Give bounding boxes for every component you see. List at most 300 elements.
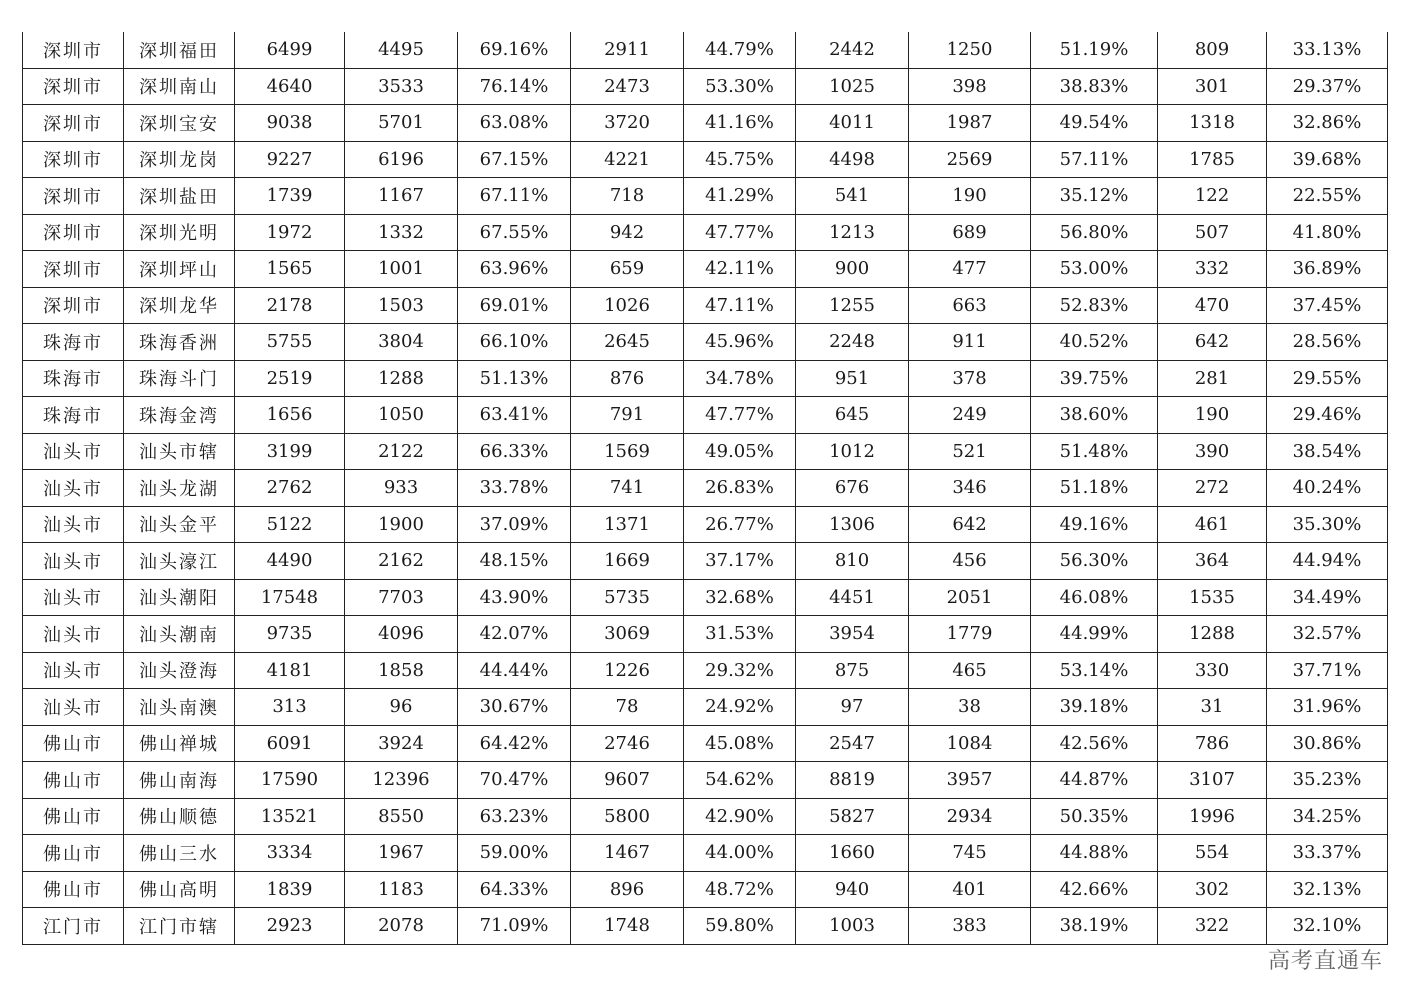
watermark-text: 高考直通车 [1267,949,1383,974]
value-cell: 2442 [796,32,909,68]
value-cell: 2248 [796,324,909,361]
value-cell: 1371 [571,506,684,543]
district-cell: 汕头濠江 [124,543,235,580]
district-cell: 江门市辖 [124,908,235,945]
value-cell: 4096 [345,616,458,653]
city-cell: 汕头市 [23,470,124,507]
table-row [23,141,1388,178]
value-cell: 1250 [909,32,1031,68]
value-cell: 5735 [571,579,684,616]
value-cell: 28.56% [1267,324,1388,361]
value-cell: 53.30% [684,68,796,105]
value-cell: 1213 [796,214,909,251]
value-cell: 66.33% [458,433,571,470]
value-cell: 9227 [235,141,345,178]
value-cell: 1167 [345,178,458,215]
value-cell: 4451 [796,579,909,616]
value-cell: 1050 [345,397,458,434]
value-cell: 1996 [1158,798,1267,835]
value-cell: 122 [1158,178,1267,215]
value-cell: 34.78% [684,360,796,397]
district-cell: 深圳坪山 [124,251,235,288]
table-row [23,543,1388,580]
value-cell: 97 [796,689,909,726]
value-cell: 2746 [571,725,684,762]
value-cell: 1084 [909,725,1031,762]
value-cell: 30.86% [1267,725,1388,762]
value-cell: 5800 [571,798,684,835]
value-cell: 809 [1158,32,1267,68]
value-cell: 50.35% [1031,798,1158,835]
value-cell: 35.23% [1267,762,1388,799]
value-cell: 1987 [909,105,1031,142]
district-cell: 汕头澄海 [124,652,235,689]
district-cell: 佛山顺德 [124,798,235,835]
value-cell: 6196 [345,141,458,178]
value-cell: 31.53% [684,616,796,653]
value-cell: 951 [796,360,909,397]
value-cell: 26.83% [684,470,796,507]
value-cell: 378 [909,360,1031,397]
value-cell: 33.37% [1267,835,1388,872]
value-cell: 12396 [345,762,458,799]
value-cell: 1025 [796,68,909,105]
value-cell: 521 [909,433,1031,470]
value-cell: 2473 [571,68,684,105]
value-cell: 7703 [345,579,458,616]
value-cell: 1503 [345,287,458,324]
value-cell: 911 [909,324,1031,361]
city-cell: 珠海市 [23,324,124,361]
table-body [23,32,1388,944]
value-cell: 51.48% [1031,433,1158,470]
value-cell: 30.67% [458,689,571,726]
value-cell: 63.08% [458,105,571,142]
district-cell: 深圳宝安 [124,105,235,142]
value-cell: 190 [1158,397,1267,434]
value-cell: 2934 [909,798,1031,835]
table-row [23,178,1388,215]
value-cell: 2078 [345,908,458,945]
value-cell: 1748 [571,908,684,945]
value-cell: 1565 [235,251,345,288]
value-cell: 22.55% [1267,178,1388,215]
value-cell: 2923 [235,908,345,945]
value-cell: 42.11% [684,251,796,288]
table-row [23,287,1388,324]
value-cell: 38.83% [1031,68,1158,105]
value-cell: 63.96% [458,251,571,288]
district-cell: 深圳南山 [124,68,235,105]
value-cell: 933 [345,470,458,507]
value-cell: 786 [1158,725,1267,762]
value-cell: 1739 [235,178,345,215]
value-cell: 41.16% [684,105,796,142]
value-cell: 3533 [345,68,458,105]
value-cell: 676 [796,470,909,507]
value-cell: 6499 [235,32,345,68]
value-cell: 59.80% [684,908,796,945]
value-cell: 53.14% [1031,652,1158,689]
value-cell: 31.96% [1267,689,1388,726]
district-cell: 汕头潮阳 [124,579,235,616]
value-cell: 1332 [345,214,458,251]
value-cell: 896 [571,871,684,908]
value-cell: 42.56% [1031,725,1158,762]
value-cell: 67.15% [458,141,571,178]
value-cell: 35.12% [1031,178,1158,215]
district-cell: 汕头潮南 [124,616,235,653]
value-cell: 78 [571,689,684,726]
value-cell: 54.62% [684,762,796,799]
table-row [23,835,1388,872]
value-cell: 63.41% [458,397,571,434]
value-cell: 47.77% [684,214,796,251]
table-row [23,798,1388,835]
value-cell: 3924 [345,725,458,762]
district-cell: 珠海金湾 [124,397,235,434]
city-cell: 汕头市 [23,616,124,653]
table-row [23,506,1388,543]
value-cell: 59.00% [458,835,571,872]
city-cell: 珠海市 [23,397,124,434]
value-cell: 47.11% [684,287,796,324]
value-cell: 44.99% [1031,616,1158,653]
statistics-table [22,32,1388,945]
value-cell: 57.11% [1031,141,1158,178]
city-cell: 佛山市 [23,835,124,872]
city-cell: 汕头市 [23,433,124,470]
value-cell: 44.79% [684,32,796,68]
value-cell: 1012 [796,433,909,470]
value-cell: 44.88% [1031,835,1158,872]
district-cell: 佛山南海 [124,762,235,799]
value-cell: 745 [909,835,1031,872]
value-cell: 2911 [571,32,684,68]
value-cell: 29.37% [1267,68,1388,105]
value-cell: 541 [796,178,909,215]
value-cell: 44.94% [1267,543,1388,580]
value-cell: 44.44% [458,652,571,689]
value-cell: 56.30% [1031,543,1158,580]
value-cell: 1839 [235,871,345,908]
value-cell: 37.09% [458,506,571,543]
value-cell: 56.80% [1031,214,1158,251]
value-cell: 29.46% [1267,397,1388,434]
value-cell: 44.00% [684,835,796,872]
value-cell: 45.96% [684,324,796,361]
value-cell: 38.19% [1031,908,1158,945]
table-row [23,105,1388,142]
table-row [23,433,1388,470]
value-cell: 942 [571,214,684,251]
table-row [23,579,1388,616]
value-cell: 5122 [235,506,345,543]
value-cell: 4181 [235,652,345,689]
value-cell: 4490 [235,543,345,580]
value-cell: 39.75% [1031,360,1158,397]
city-cell: 汕头市 [23,543,124,580]
value-cell: 507 [1158,214,1267,251]
table-row [23,725,1388,762]
value-cell: 9038 [235,105,345,142]
city-cell: 汕头市 [23,506,124,543]
city-cell: 深圳市 [23,214,124,251]
value-cell: 6091 [235,725,345,762]
value-cell: 49.16% [1031,506,1158,543]
table-row [23,32,1388,68]
value-cell: 34.25% [1267,798,1388,835]
city-cell: 深圳市 [23,32,124,68]
value-cell: 465 [909,652,1031,689]
value-cell: 66.10% [458,324,571,361]
value-cell: 1026 [571,287,684,324]
value-cell: 38 [909,689,1031,726]
city-cell: 深圳市 [23,68,124,105]
value-cell: 1467 [571,835,684,872]
city-cell: 珠海市 [23,360,124,397]
value-cell: 322 [1158,908,1267,945]
value-cell: 1288 [345,360,458,397]
city-cell: 江门市 [23,908,124,945]
value-cell: 39.68% [1267,141,1388,178]
value-cell: 4495 [345,32,458,68]
value-cell: 13521 [235,798,345,835]
value-cell: 1972 [235,214,345,251]
district-cell: 深圳盐田 [124,178,235,215]
value-cell: 45.08% [684,725,796,762]
value-cell: 1900 [345,506,458,543]
table-row [23,324,1388,361]
value-cell: 51.13% [458,360,571,397]
value-cell: 456 [909,543,1031,580]
value-cell: 332 [1158,251,1267,288]
value-cell: 9735 [235,616,345,653]
district-cell: 汕头龙湖 [124,470,235,507]
value-cell: 5755 [235,324,345,361]
value-cell: 4498 [796,141,909,178]
value-cell: 346 [909,470,1031,507]
value-cell: 330 [1158,652,1267,689]
value-cell: 29.55% [1267,360,1388,397]
value-cell: 1306 [796,506,909,543]
value-cell: 1183 [345,871,458,908]
table-row [23,360,1388,397]
value-cell: 4011 [796,105,909,142]
value-cell: 33.13% [1267,32,1388,68]
value-cell: 461 [1158,506,1267,543]
value-cell: 42.90% [684,798,796,835]
value-cell: 51.18% [1031,470,1158,507]
value-cell: 2162 [345,543,458,580]
value-cell: 29.32% [684,652,796,689]
table-row [23,871,1388,908]
value-cell: 4221 [571,141,684,178]
value-cell: 9607 [571,762,684,799]
district-cell: 深圳龙岗 [124,141,235,178]
value-cell: 2051 [909,579,1031,616]
value-cell: 1569 [571,433,684,470]
value-cell: 2178 [235,287,345,324]
value-cell: 3957 [909,762,1031,799]
value-cell: 272 [1158,470,1267,507]
value-cell: 63.23% [458,798,571,835]
table-row [23,652,1388,689]
value-cell: 26.77% [684,506,796,543]
value-cell: 364 [1158,543,1267,580]
value-cell: 67.55% [458,214,571,251]
value-cell: 42.07% [458,616,571,653]
value-cell: 32.13% [1267,871,1388,908]
value-cell: 900 [796,251,909,288]
value-cell: 32.10% [1267,908,1388,945]
value-cell: 38.60% [1031,397,1158,434]
value-cell: 51.19% [1031,32,1158,68]
city-cell: 汕头市 [23,689,124,726]
value-cell: 64.42% [458,725,571,762]
table-row [23,616,1388,653]
value-cell: 64.33% [458,871,571,908]
table-row [23,762,1388,799]
value-cell: 36.89% [1267,251,1388,288]
value-cell: 40.24% [1267,470,1388,507]
city-cell: 汕头市 [23,652,124,689]
value-cell: 42.66% [1031,871,1158,908]
value-cell: 34.49% [1267,579,1388,616]
value-cell: 2645 [571,324,684,361]
table-row [23,397,1388,434]
value-cell: 1003 [796,908,909,945]
value-cell: 190 [909,178,1031,215]
value-cell: 1001 [345,251,458,288]
value-cell: 45.75% [684,141,796,178]
district-cell: 珠海香洲 [124,324,235,361]
value-cell: 37.71% [1267,652,1388,689]
city-cell: 佛山市 [23,725,124,762]
table-row [23,214,1388,251]
value-cell: 659 [571,251,684,288]
value-cell: 281 [1158,360,1267,397]
value-cell: 47.77% [684,397,796,434]
value-cell: 4640 [235,68,345,105]
value-cell: 301 [1158,68,1267,105]
value-cell: 663 [909,287,1031,324]
value-cell: 1255 [796,287,909,324]
value-cell: 1226 [571,652,684,689]
city-cell: 深圳市 [23,141,124,178]
district-cell: 汕头南澳 [124,689,235,726]
city-cell: 深圳市 [23,105,124,142]
district-cell: 佛山三水 [124,835,235,872]
value-cell: 791 [571,397,684,434]
district-cell: 深圳光明 [124,214,235,251]
value-cell: 32.86% [1267,105,1388,142]
value-cell: 477 [909,251,1031,288]
value-cell: 3107 [1158,762,1267,799]
value-cell: 718 [571,178,684,215]
city-cell: 佛山市 [23,762,124,799]
value-cell: 35.30% [1267,506,1388,543]
value-cell: 1288 [1158,616,1267,653]
city-cell: 深圳市 [23,287,124,324]
value-cell: 401 [909,871,1031,908]
district-cell: 汕头金平 [124,506,235,543]
value-cell: 3334 [235,835,345,872]
value-cell: 24.92% [684,689,796,726]
value-cell: 70.47% [458,762,571,799]
value-cell: 2519 [235,360,345,397]
value-cell: 69.01% [458,287,571,324]
value-cell: 642 [1158,324,1267,361]
value-cell: 46.08% [1031,579,1158,616]
value-cell: 470 [1158,287,1267,324]
value-cell: 249 [909,397,1031,434]
value-cell: 48.72% [684,871,796,908]
value-cell: 31 [1158,689,1267,726]
value-cell: 383 [909,908,1031,945]
value-cell: 32.68% [684,579,796,616]
value-cell: 810 [796,543,909,580]
value-cell: 2547 [796,725,909,762]
value-cell: 41.29% [684,178,796,215]
value-cell: 48.15% [458,543,571,580]
value-cell: 313 [235,689,345,726]
value-cell: 76.14% [458,68,571,105]
district-cell: 佛山高明 [124,871,235,908]
value-cell: 8550 [345,798,458,835]
value-cell: 3199 [235,433,345,470]
value-cell: 1318 [1158,105,1267,142]
value-cell: 398 [909,68,1031,105]
value-cell: 37.17% [684,543,796,580]
value-cell: 5701 [345,105,458,142]
value-cell: 2762 [235,470,345,507]
value-cell: 49.05% [684,433,796,470]
value-cell: 3804 [345,324,458,361]
value-cell: 8819 [796,762,909,799]
value-cell: 96 [345,689,458,726]
value-cell: 1858 [345,652,458,689]
value-cell: 645 [796,397,909,434]
value-cell: 38.54% [1267,433,1388,470]
city-cell: 汕头市 [23,579,124,616]
value-cell: 32.57% [1267,616,1388,653]
value-cell: 1535 [1158,579,1267,616]
table-row [23,908,1388,945]
value-cell: 689 [909,214,1031,251]
value-cell: 1669 [571,543,684,580]
value-cell: 875 [796,652,909,689]
district-cell: 佛山禅城 [124,725,235,762]
value-cell: 1967 [345,835,458,872]
district-cell: 深圳龙华 [124,287,235,324]
city-cell: 深圳市 [23,178,124,215]
value-cell: 41.80% [1267,214,1388,251]
value-cell: 49.54% [1031,105,1158,142]
value-cell: 43.90% [458,579,571,616]
value-cell: 40.52% [1031,324,1158,361]
value-cell: 44.87% [1031,762,1158,799]
value-cell: 2569 [909,141,1031,178]
value-cell: 940 [796,871,909,908]
value-cell: 17590 [235,762,345,799]
value-cell: 1785 [1158,141,1267,178]
value-cell: 1660 [796,835,909,872]
table-row [23,251,1388,288]
district-cell: 珠海斗门 [124,360,235,397]
value-cell: 1779 [909,616,1031,653]
value-cell: 554 [1158,835,1267,872]
